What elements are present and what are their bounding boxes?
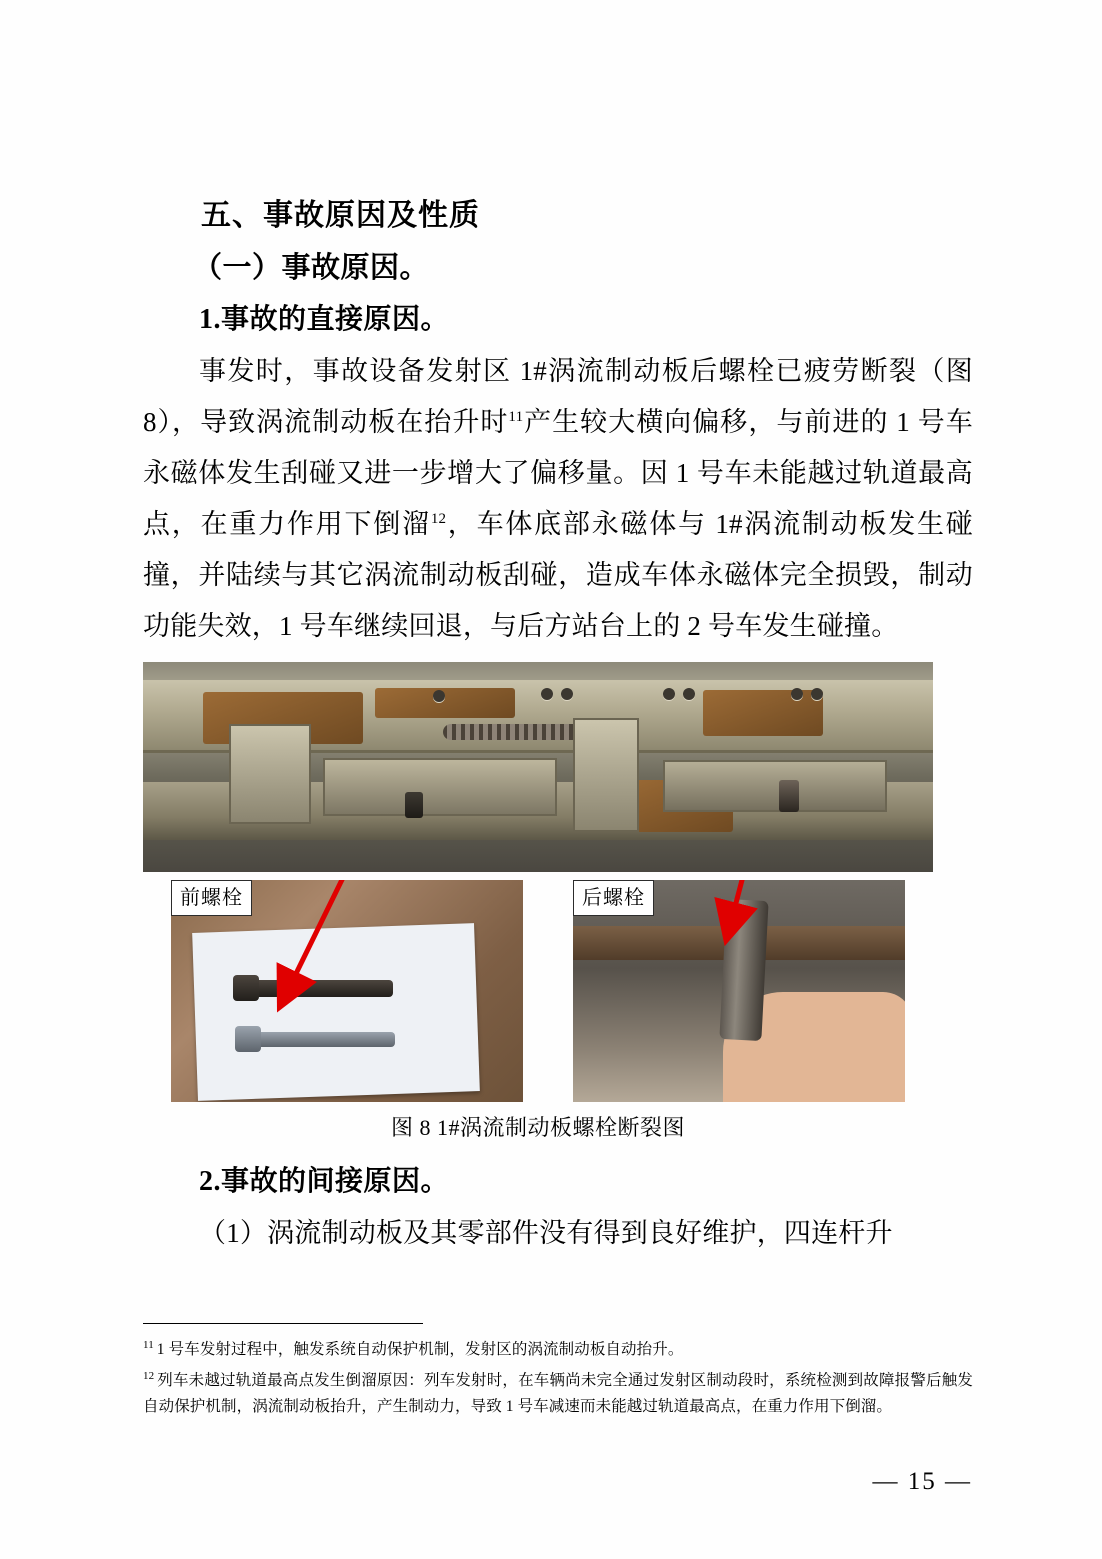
bolt-hole-5 xyxy=(683,688,695,700)
figure-8-top-photo xyxy=(143,662,933,872)
bolt-hole-4 xyxy=(663,688,675,700)
subsubsection-heading-2: 2.事故的间接原因。 xyxy=(199,1166,450,1197)
figure-8-caption: 图 8 1#涡流制动板螺栓断裂图 xyxy=(390,1115,685,1140)
footnote-ref-12: 12 xyxy=(430,511,447,527)
footnote-text-12: 列车未越过轨道最高点发生倒溜原因：列车发射时，在车辆尚未完全通过发射区制动段时，系统检测到故障报警后触发自动保护机制，涡流制动板抬升，产生制动力，导致 1 号车减速而未能越过轨道最高点，在重力作用下倒溜。 xyxy=(143,1372,973,1416)
rear-bolt-label: 后螺栓 xyxy=(573,880,654,916)
rear-bolt-fractured xyxy=(719,899,768,1041)
mounting-bracket-left xyxy=(229,724,311,824)
rear-bolt-detail xyxy=(779,780,799,812)
bolt-hole-1 xyxy=(433,690,445,702)
footnote-item xyxy=(143,1363,973,1420)
paragraph-direct-cause xyxy=(143,346,973,652)
footnote-ref-11: 11 xyxy=(508,409,524,425)
front-bolt-head-1 xyxy=(233,975,259,1001)
return-spring xyxy=(443,724,593,740)
subsection-heading: （一）事故原因。 xyxy=(193,252,430,284)
paragraph-text-b: 产生较大横向偏移，与前进的 1 号车永磁体发生刮碰又进一步增大了偏移量。因 1 号车未能越过轨道最高点，在重力作用下倒溜 xyxy=(143,407,973,539)
bolt-hole-3 xyxy=(561,688,573,700)
footnotes-section xyxy=(143,1323,973,1420)
front-bolt-intact xyxy=(257,1032,395,1047)
footnote-divider xyxy=(143,1323,423,1324)
subsubsection-heading-1: 1.事故的直接原因。 xyxy=(199,304,450,335)
footnote-item xyxy=(143,1332,973,1363)
front-bolt-label: 前螺栓 xyxy=(171,880,252,916)
front-bolt-head-2 xyxy=(235,1026,261,1052)
paragraph-text-a: 事发时，事故设备发射区 1#涡流制动板后螺栓已疲劳断裂（图 8），导致涡流制动板在抬升时 xyxy=(143,356,973,437)
figure-8-bottom-photos xyxy=(143,880,933,1102)
bolt-hole-6 xyxy=(791,688,803,700)
paragraph-text-c: ，车体底部永磁体与 1#涡流制动板发生碰撞，并陆续与其它涡流制动板刮碰，造成车体永磁体完全损毁，制动功能失效，1 号车继续回退，与后方站台上的 2 号车发生碰撞。 xyxy=(143,509,974,641)
footnote-text-11: 1 号车发射过程中，触发系统自动保护机制，发射区的涡流制动板自动抬升。 xyxy=(156,1341,684,1359)
slot-plate-right xyxy=(663,760,887,812)
white-paper-background xyxy=(192,923,480,1101)
figure-8 xyxy=(143,662,933,1150)
footnote-marker-11: 11 xyxy=(143,1339,154,1351)
section-heading: 五、事故原因及性质 xyxy=(201,199,480,232)
paragraph-indirect-cause: （1）涡流制动板及其零部件没有得到良好维护，四连杆升 xyxy=(199,1218,893,1248)
footnote-marker-12: 12 xyxy=(143,1370,155,1383)
front-bolt-broken xyxy=(253,980,393,997)
bolt-hole-7 xyxy=(811,688,823,700)
mounting-bracket-mid xyxy=(573,718,639,832)
page-content xyxy=(143,190,973,1259)
page-number: — 15 — xyxy=(872,1468,972,1495)
rust-patch-3 xyxy=(703,690,823,736)
slot-plate xyxy=(323,758,557,816)
front-bolt-detail xyxy=(405,792,423,818)
rust-patch-2 xyxy=(375,688,515,718)
bolt-hole-2 xyxy=(541,688,553,700)
